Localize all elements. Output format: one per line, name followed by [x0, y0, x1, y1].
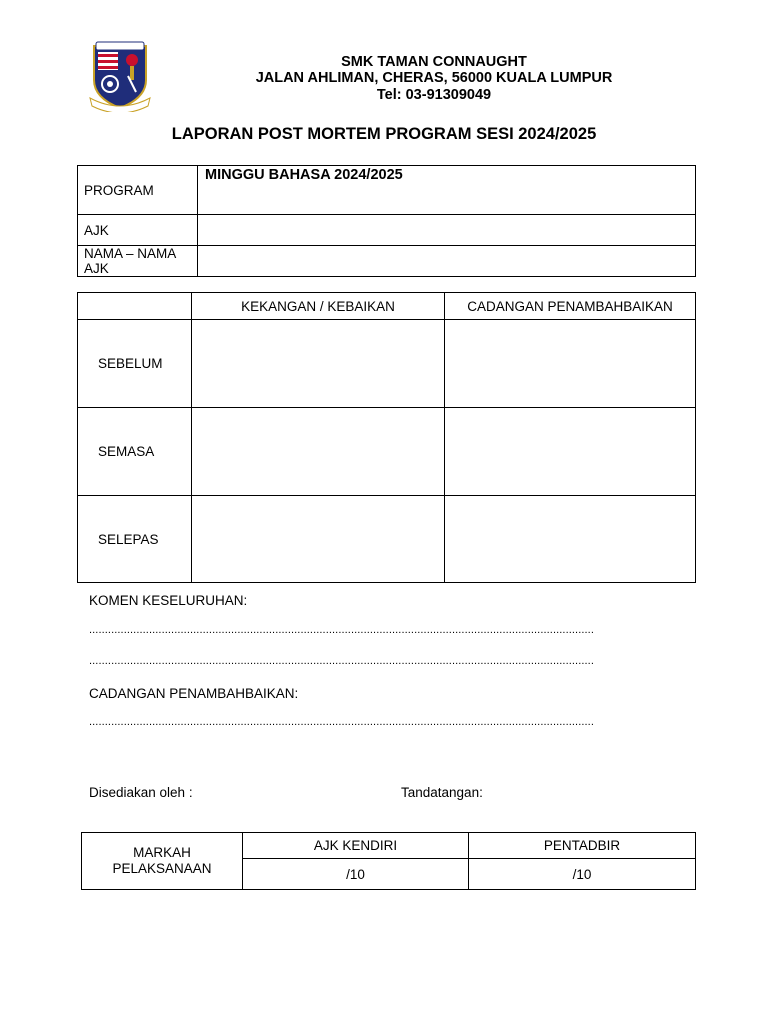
- review-row-after: [78, 496, 696, 583]
- overall-comment-label: KOMEN KESELURUHAN:: [89, 593, 248, 608]
- during-suggestions-cell[interactable]: [445, 408, 696, 496]
- nama-ajk-label: NAMA – NAMA AJK: [78, 246, 198, 277]
- col-header-self: AJK KENDIRI: [243, 833, 469, 859]
- program-info-table: [77, 165, 696, 277]
- col-header-admin: PENTADBIR: [469, 833, 696, 859]
- review-header-row: [78, 293, 696, 320]
- review-table: [77, 292, 696, 583]
- program-label: PROGRAM: [78, 166, 198, 215]
- program-row: [78, 166, 696, 215]
- signature-label: Tandatangan:: [401, 785, 483, 800]
- row-label-before: SEBELUM: [78, 320, 192, 408]
- improvement-label: CADANGAN PENAMBAHBAIKAN:: [89, 686, 299, 701]
- marks-header-row: [82, 833, 696, 859]
- after-suggestions-cell[interactable]: [445, 496, 696, 583]
- ajk-row: [78, 215, 696, 246]
- marks-label: MARKAH PELAKSANAAN: [82, 833, 243, 890]
- row-label-after: SELEPAS: [78, 496, 192, 583]
- review-row-during: [78, 408, 696, 496]
- nama-ajk-value[interactable]: [198, 246, 696, 277]
- col-header-constraints: KEKANGAN / KEBAIKAN: [192, 293, 445, 320]
- overall-comment-line-1[interactable]: ................................................................................................................................................................: [89, 624, 594, 636]
- overall-comment-line-2[interactable]: ................................................................................................................................................................: [89, 655, 594, 667]
- review-row-before: [78, 320, 696, 408]
- ajk-label: AJK: [78, 215, 198, 246]
- page-title: LAPORAN POST MORTEM PROGRAM SESI 2024/2025: [171, 125, 597, 143]
- col-header-suggestions: CADANGAN PENAMBAHBAIKAN: [445, 293, 696, 320]
- school-address: JALAN AHLIMAN, CHERAS, 56000 KUALA LUMPUR: [255, 70, 613, 86]
- improvement-line-1[interactable]: ................................................................................................................................................................: [89, 716, 594, 728]
- before-constraints-cell[interactable]: [192, 320, 445, 408]
- program-value[interactable]: MINGGU BAHASA 2024/2025: [198, 166, 696, 215]
- marks-table: [81, 832, 696, 890]
- nama-ajk-row: [78, 246, 696, 277]
- school-name: SMK TAMAN CONNAUGHT: [341, 54, 527, 70]
- ajk-value[interactable]: [198, 215, 696, 246]
- school-phone: Tel: 03-91309049: [376, 87, 492, 103]
- school-crest-logo: [88, 40, 152, 112]
- review-corner-cell: [78, 293, 192, 320]
- after-constraints-cell[interactable]: [192, 496, 445, 583]
- row-label-during: SEMASA: [78, 408, 192, 496]
- prepared-by-label: Disediakan oleh :: [89, 785, 193, 800]
- admin-score[interactable]: /10: [469, 859, 696, 890]
- self-score[interactable]: /10: [243, 859, 469, 890]
- before-suggestions-cell[interactable]: [445, 320, 696, 408]
- during-constraints-cell[interactable]: [192, 408, 445, 496]
